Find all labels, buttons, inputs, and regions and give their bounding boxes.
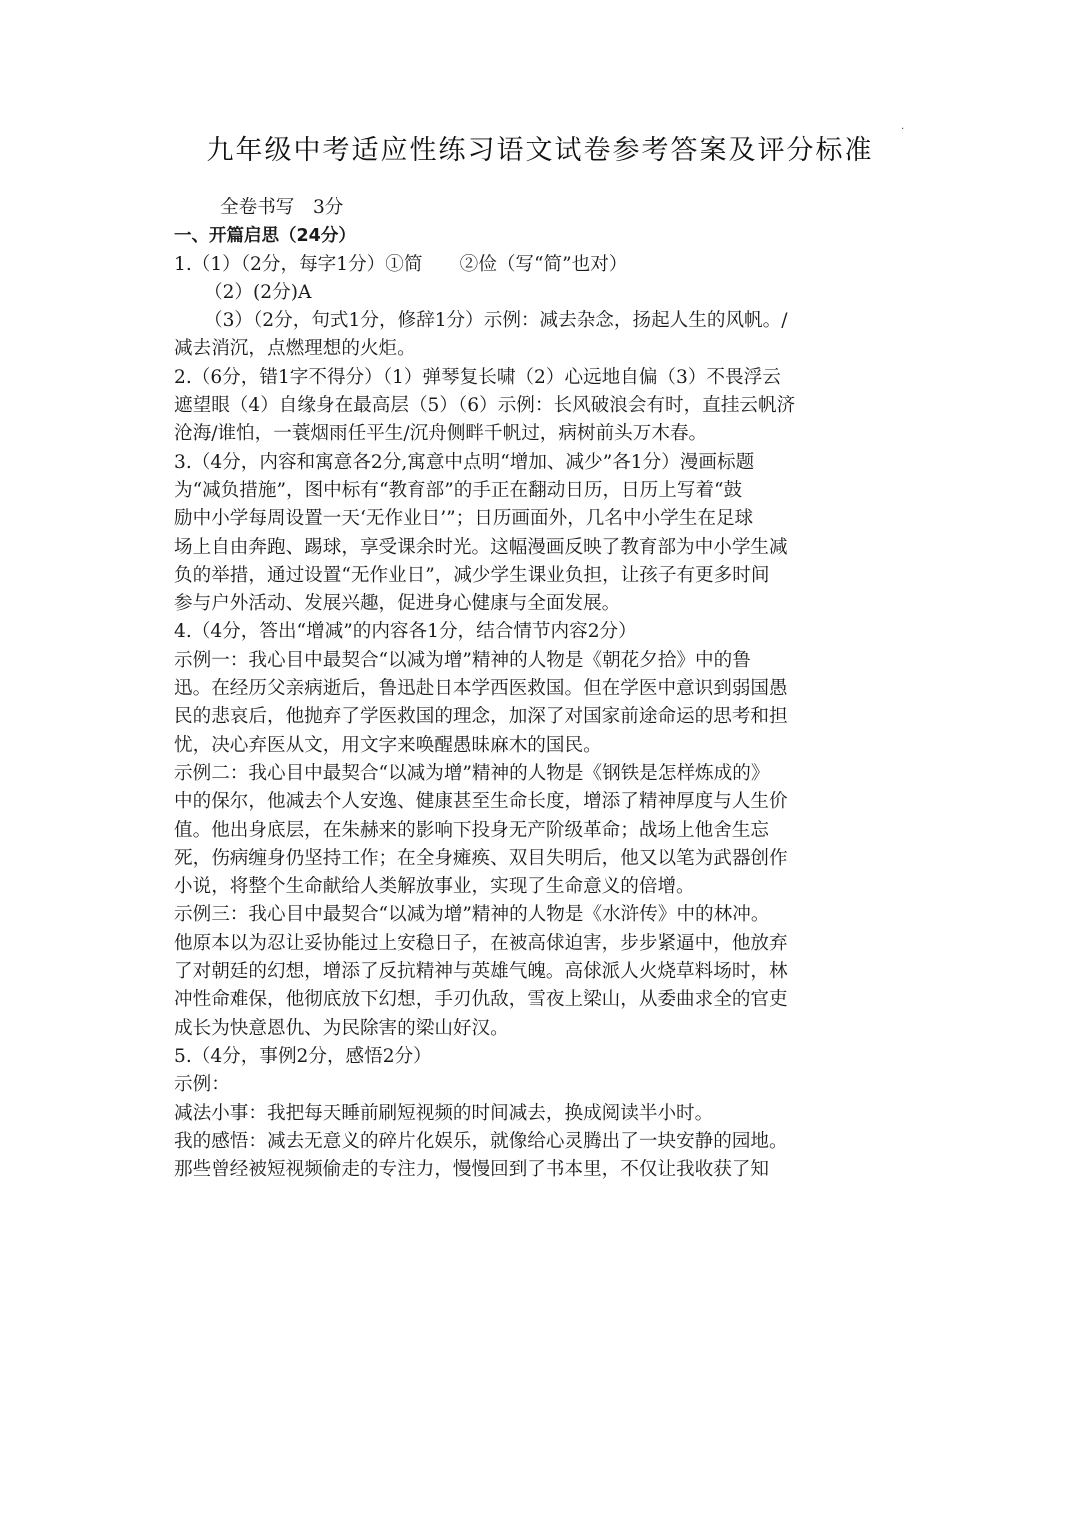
text-line: 示例： — [174, 1074, 230, 1096]
text-line: 民的悲哀后，他抛弃了学医救国的理念，加深了对国家前途命运的思考和担 — [174, 706, 788, 728]
text-line: 他原本以为忍让妥协能过上安稳日子，在被高俅迫害，步步紧逼中，他放弃 — [174, 932, 788, 954]
text-line: 参与户外活动、发展兴趣，促进身心健康与全面发展。 — [174, 593, 621, 615]
text-line: 示例一：我心目中最契合“以减为增”精神的人物是《朝花夕拾》中的鲁 — [174, 649, 751, 671]
text-line: 了对朝廷的幻想，增添了反抗精神与英雄气魄。高俅派人火烧草料场时，林 — [174, 961, 788, 983]
text-line: 2.（6分，错1字不得分）（1）弹琴复长啸（2）心远地自偏（3）不畏浮云 — [174, 366, 781, 388]
text-line: 小说，将整个生命献给人类解放事业，实现了生命意义的倍增。 — [174, 876, 695, 898]
text-line: 值。他出身底层，在朱赫来的影响下投身无产阶级革命；战场上他舍生忘 — [174, 819, 770, 841]
text-line: 示例三：我心目中最契合“以减为增”精神的人物是《水浒传》中的林冲。 — [174, 904, 770, 926]
text-line: 全卷书写 3分 — [220, 197, 344, 218]
text-line: 负的举措，通过设置“无作业日”，减少学生课业负担，让孩子有更多时间 — [174, 564, 770, 586]
text-line: 减法小事：我把每天睡前刷短视频的时间减去，换成阅读半小时。 — [174, 1102, 714, 1124]
text-line: 示例二：我心目中最契合“以减为增”精神的人物是《钢铁是怎样炼成的》 — [174, 762, 770, 784]
text-line: 5.（4分，事例2分，感悟2分） — [174, 1045, 432, 1067]
text-line: 死，伤病缠身仍坚持工作；在全身瘫痪、双目失明后，他又以笔为武器创作 — [174, 847, 788, 869]
text-line: 沧海/谁怕，一蓑烟雨任平生/沉舟侧畔千帆过，病树前头万木春。 — [174, 423, 708, 445]
text-line: 为“减负措施”，图中标有“教育部”的手正在翻动日历，日历上写着“鼓 — [174, 479, 743, 501]
text-line: （2）(2分)A — [204, 281, 312, 303]
section-heading: 一、开篇启思（24分） — [174, 226, 356, 247]
text-line: 1.（1）（2分，每字1分）①简 ②俭（写“简”也对） — [174, 253, 628, 275]
text-line: 冲性命难保，他彻底放下幻想，手刃仇敌，雪夜上梁山，从委曲求全的官吏 — [174, 989, 788, 1011]
text-line: 忧，决心弃医从文，用文字来唤醒愚昧麻木的国民。 — [174, 734, 602, 756]
title-mark: · — [901, 124, 905, 135]
text-line: 3.（4分，内容和寓意各2分,寓意中点明“增加、减少”各1分）漫画标题 — [174, 451, 755, 473]
text-line: 我的感悟：减去无意义的碎片化娱乐，就像给心灵腾出了一块安静的园地。 — [174, 1130, 788, 1152]
text-line: 中的保尔，他减去个人安逸、健康甚至生命长度，增添了精神厚度与人生价 — [174, 791, 788, 813]
text-line: 励中小学每周设置一天‘无作业日’”；日历画面外，几名中小学生在足球 — [174, 508, 754, 530]
text-line: （3）（2分，句式1分，修辞1分）示例：减去杂念，扬起人生的风帆。/ — [204, 310, 788, 332]
text-line: 那些曾经被短视频偷走的专注力，慢慢回到了书本里，不仅让我收获了知 — [174, 1159, 770, 1181]
text-line: 4.（4分，答出“增减”的内容各1分，结合情节内容2分） — [174, 621, 637, 643]
answer-content — [174, 194, 904, 1184]
text-line: 减去消沉，点燃理想的火炬。 — [174, 338, 416, 360]
text-line: 场上自由奔跑、踢球，享受课余时光。这幅漫画反映了教育部为中小学生减 — [174, 536, 788, 558]
page-title: 九年级中考适应性练习语文试卷参考答案及评分标准 — [206, 135, 874, 166]
text-line: 遮望眼（4）自缘身在最高层（5）（6）示例：长风破浪会有时，直挂云帆济 — [174, 395, 796, 417]
text-line: 迅。在经历父亲病逝后，鲁迅赴日本学西医救国。但在学医中意识到弱国愚 — [174, 678, 788, 700]
text-line: 成长为快意恩仇、为民除害的梁山好汉。 — [174, 1017, 509, 1039]
